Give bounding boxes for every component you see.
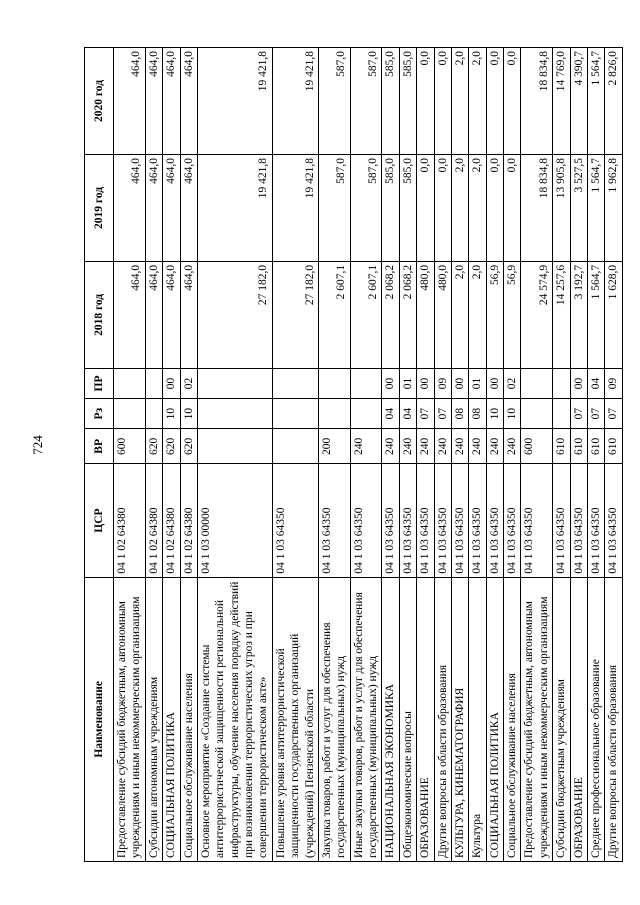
cell-2018: 2 068,2 — [399, 261, 416, 368]
cell-vr: 240 — [382, 429, 399, 464]
cell-2019: 18 834,8 — [521, 154, 553, 261]
cell-vr — [197, 429, 272, 464]
cell-vr: 240 — [486, 429, 503, 464]
cell-pr: 00 — [486, 368, 503, 398]
cell-name: ОБРАЗОВАНИЕ — [570, 577, 587, 861]
cell-2019: 464,0 — [145, 154, 162, 261]
table-row — [318, 48, 350, 862]
cell-rz: 10 — [163, 399, 180, 429]
cell-name: Закупка товаров, работ и услуг для обеспечения государственных (муниципальных) нужд — [318, 577, 350, 861]
cell-2019: 2,0 — [451, 154, 468, 261]
cell-2020: 464,0 — [114, 48, 146, 155]
cell-2020: 19 421,8 — [197, 48, 272, 155]
cell-2019: 19 421,8 — [197, 154, 272, 261]
cell-2020: 18 834,8 — [521, 48, 553, 155]
cell-name: Основное мероприятие «Создание системы антитеррористической защищенности региональной инфраструктуры, обучение населения порядку действий при возникновении террористических угроз и при совершении террористическом акте» — [197, 577, 272, 861]
cell-2020: 585,0 — [399, 48, 416, 155]
cell-vr: 240 — [469, 429, 486, 464]
cell-name: Общеэкономические вопросы — [399, 577, 416, 861]
cell-2020: 14 769,0 — [553, 48, 570, 155]
cell-name: Субсидии автономным учреждениям — [145, 577, 162, 861]
cell-rz: 04 — [399, 399, 416, 429]
cell-2019: 13 905,8 — [553, 154, 570, 261]
cell-rz: 07 — [587, 399, 604, 429]
cell-rz: 10 — [180, 399, 197, 429]
cell-2019: 464,0 — [180, 154, 197, 261]
cell-pr: 00 — [570, 368, 587, 398]
cell-rz — [197, 399, 272, 429]
table-row — [145, 48, 162, 862]
cell-2020: 587,0 — [318, 48, 350, 155]
cell-2018: 480,0 — [417, 261, 434, 368]
header-2020: 2020 год — [85, 48, 114, 155]
header-csr: ЦСР — [85, 464, 114, 577]
table-row — [382, 48, 399, 862]
cell-name: Иные закупки товаров, работ и услуг для обеспечения государственных (муниципальных) нужд — [350, 577, 382, 861]
cell-csr: 04 1 03 64350 — [318, 464, 350, 577]
cell-pr: 01 — [469, 368, 486, 398]
cell-2019: 464,0 — [114, 154, 146, 261]
cell-2019: 0,0 — [486, 154, 503, 261]
cell-pr — [114, 368, 146, 398]
cell-vr: 240 — [504, 429, 521, 464]
table-row — [451, 48, 468, 862]
cell-pr — [272, 368, 318, 398]
cell-csr: 04 1 02 64380 — [145, 464, 162, 577]
cell-2018: 480,0 — [434, 261, 451, 368]
cell-vr — [272, 429, 318, 464]
cell-rz — [521, 399, 553, 429]
table-row — [486, 48, 503, 862]
cell-pr — [521, 368, 553, 398]
cell-2020: 464,0 — [180, 48, 197, 155]
cell-name: Среднее профессиональное образование — [587, 577, 604, 861]
cell-rz — [318, 399, 350, 429]
cell-2018: 14 257,6 — [553, 261, 570, 368]
cell-2018: 464,0 — [180, 261, 197, 368]
cell-2020: 2 826,0 — [605, 48, 622, 155]
cell-rz: 10 — [504, 399, 521, 429]
cell-pr — [350, 368, 382, 398]
table-row — [163, 48, 180, 862]
cell-vr: 240 — [417, 429, 434, 464]
table-row — [553, 48, 570, 862]
cell-rz: 10 — [486, 399, 503, 429]
cell-2018: 56,9 — [486, 261, 503, 368]
cell-rz — [350, 399, 382, 429]
cell-vr: 610 — [605, 429, 622, 464]
cell-rz — [553, 399, 570, 429]
cell-csr: 04 1 03 64350 — [553, 464, 570, 577]
cell-csr: 04 1 03 64350 — [570, 464, 587, 577]
cell-pr: 09 — [434, 368, 451, 398]
cell-vr: 200 — [318, 429, 350, 464]
table-row — [504, 48, 521, 862]
cell-2020: 0,0 — [486, 48, 503, 155]
table-row — [350, 48, 382, 862]
header-2018: 2018 год — [85, 261, 114, 368]
cell-2019: 0,0 — [504, 154, 521, 261]
cell-name: Социальное обслуживание населения — [180, 577, 197, 861]
cell-2018: 2 607,1 — [318, 261, 350, 368]
cell-2020: 464,0 — [163, 48, 180, 155]
cell-pr: 00 — [163, 368, 180, 398]
table-header-row — [85, 48, 114, 862]
cell-pr — [553, 368, 570, 398]
cell-csr: 04 1 03 64350 — [382, 464, 399, 577]
cell-2019: 464,0 — [163, 154, 180, 261]
cell-pr — [145, 368, 162, 398]
cell-vr: 600 — [521, 429, 553, 464]
table-row — [570, 48, 587, 862]
cell-2019: 587,0 — [350, 154, 382, 261]
table-row — [197, 48, 272, 862]
cell-2019: 0,0 — [417, 154, 434, 261]
budget-table-container — [84, 47, 620, 862]
cell-2020: 2,0 — [469, 48, 486, 155]
cell-name: НАЦИОНАЛЬНАЯ ЭКОНОМИКА — [382, 577, 399, 861]
cell-name: Другие вопросы в области образования — [434, 577, 451, 861]
cell-csr: 04 1 03 64350 — [434, 464, 451, 577]
cell-rz: 04 — [382, 399, 399, 429]
cell-2018: 464,0 — [163, 261, 180, 368]
cell-csr: 04 1 02 64380 — [114, 464, 146, 577]
cell-vr: 600 — [114, 429, 146, 464]
cell-2019: 1 962,8 — [605, 154, 622, 261]
table-row — [605, 48, 622, 862]
table-row — [272, 48, 318, 862]
cell-rz: 07 — [434, 399, 451, 429]
cell-rz: 08 — [451, 399, 468, 429]
cell-2019: 585,0 — [382, 154, 399, 261]
cell-2020: 1 564,7 — [587, 48, 604, 155]
header-name: Наименование — [85, 577, 114, 861]
table-body — [114, 48, 623, 862]
table-row — [521, 48, 553, 862]
cell-vr: 240 — [434, 429, 451, 464]
cell-name: КУЛЬТУРА, КИНЕМАТОГРАФИЯ — [451, 577, 468, 861]
cell-2020: 4 390,7 — [570, 48, 587, 155]
cell-name: СОЦИАЛЬНАЯ ПОЛИТИКА — [486, 577, 503, 861]
cell-csr: 04 1 03 64350 — [587, 464, 604, 577]
cell-pr: 01 — [399, 368, 416, 398]
cell-2018: 2,0 — [469, 261, 486, 368]
cell-2018: 56,9 — [504, 261, 521, 368]
cell-2020: 0,0 — [434, 48, 451, 155]
cell-name: Предоставление субсидий бюджетным, автономным учреждениям и иным некоммерческим организациям — [521, 577, 553, 861]
cell-2018: 464,0 — [114, 261, 146, 368]
cell-2020: 0,0 — [504, 48, 521, 155]
cell-pr — [197, 368, 272, 398]
cell-name: Культура — [469, 577, 486, 861]
table-row — [180, 48, 197, 862]
cell-2018: 2 068,2 — [382, 261, 399, 368]
table-row — [399, 48, 416, 862]
table-row — [587, 48, 604, 862]
cell-2019: 2,0 — [469, 154, 486, 261]
cell-vr: 620 — [163, 429, 180, 464]
cell-rz — [145, 399, 162, 429]
cell-2018: 27 182,0 — [272, 261, 318, 368]
cell-2020: 2,0 — [451, 48, 468, 155]
cell-name: СОЦИАЛЬНАЯ ПОЛИТИКА — [163, 577, 180, 861]
cell-2019: 19 421,8 — [272, 154, 318, 261]
cell-csr: 04 1 03 64350 — [399, 464, 416, 577]
cell-vr: 620 — [180, 429, 197, 464]
cell-vr: 240 — [350, 429, 382, 464]
cell-2018: 2,0 — [451, 261, 468, 368]
cell-csr: 04 1 03 64350 — [504, 464, 521, 577]
cell-csr: 04 1 03 64350 — [417, 464, 434, 577]
cell-rz: 07 — [605, 399, 622, 429]
cell-csr: 04 1 03 64350 — [350, 464, 382, 577]
cell-vr: 620 — [145, 429, 162, 464]
cell-csr: 04 1 02 64380 — [180, 464, 197, 577]
cell-csr: 04 1 03 64350 — [521, 464, 553, 577]
cell-vr: 610 — [587, 429, 604, 464]
cell-pr: 00 — [382, 368, 399, 398]
table-row — [417, 48, 434, 862]
cell-csr: 04 1 02 64380 — [163, 464, 180, 577]
cell-2018: 1 628,0 — [605, 261, 622, 368]
page-number: 724 — [30, 435, 45, 455]
cell-2020: 464,0 — [145, 48, 162, 155]
cell-rz: 07 — [417, 399, 434, 429]
cell-name: ОБРАЗОВАНИЕ — [417, 577, 434, 861]
header-2019: 2019 год — [85, 154, 114, 261]
cell-rz — [272, 399, 318, 429]
table-row — [434, 48, 451, 862]
cell-rz: 08 — [469, 399, 486, 429]
cell-2020: 585,0 — [382, 48, 399, 155]
cell-2018: 2 607,1 — [350, 261, 382, 368]
cell-name: Повышение уровня антитеррористической защищенности государственных организаций (учреждений) Пензенской области — [272, 577, 318, 861]
cell-2018: 24 574,9 — [521, 261, 553, 368]
cell-name: Предоставление субсидий бюджетным, автономным учреждениям и иным некоммерческим организациям — [114, 577, 146, 861]
cell-pr — [318, 368, 350, 398]
cell-csr: 04 1 03 64350 — [272, 464, 318, 577]
cell-2019: 1 564,7 — [587, 154, 604, 261]
cell-pr: 04 — [587, 368, 604, 398]
cell-2019: 585,0 — [399, 154, 416, 261]
cell-2019: 0,0 — [434, 154, 451, 261]
budget-table — [84, 47, 623, 862]
cell-pr: 00 — [417, 368, 434, 398]
header-pr: ПР — [85, 368, 114, 398]
cell-2020: 587,0 — [350, 48, 382, 155]
cell-csr: 04 1 03 64350 — [605, 464, 622, 577]
cell-2020: 0,0 — [417, 48, 434, 155]
cell-2018: 1 564,7 — [587, 261, 604, 368]
cell-pr: 02 — [180, 368, 197, 398]
cell-csr: 04 1 03 64350 — [486, 464, 503, 577]
cell-csr: 04 1 03 64350 — [451, 464, 468, 577]
cell-vr: 610 — [570, 429, 587, 464]
cell-name: Другие вопросы в области образования — [605, 577, 622, 861]
table-row — [114, 48, 146, 862]
cell-2018: 27 182,0 — [197, 261, 272, 368]
cell-2018: 464,0 — [145, 261, 162, 368]
cell-vr: 240 — [399, 429, 416, 464]
table-row — [469, 48, 486, 862]
header-vr: ВР — [85, 429, 114, 464]
cell-pr: 02 — [504, 368, 521, 398]
cell-pr: 00 — [451, 368, 468, 398]
cell-name: Социальное обслуживание населения — [504, 577, 521, 861]
cell-csr: 04 1 03 64350 — [469, 464, 486, 577]
cell-2019: 587,0 — [318, 154, 350, 261]
cell-rz — [114, 399, 146, 429]
cell-vr: 610 — [553, 429, 570, 464]
cell-2018: 3 192,7 — [570, 261, 587, 368]
cell-2020: 19 421,8 — [272, 48, 318, 155]
cell-csr: 04 1 03 00000 — [197, 464, 272, 577]
header-rz: Рз — [85, 399, 114, 429]
cell-vr: 240 — [451, 429, 468, 464]
cell-name: Субсидии бюджетным учреждениям — [553, 577, 570, 861]
cell-2019: 3 527,5 — [570, 154, 587, 261]
cell-rz: 07 — [570, 399, 587, 429]
cell-pr: 09 — [605, 368, 622, 398]
